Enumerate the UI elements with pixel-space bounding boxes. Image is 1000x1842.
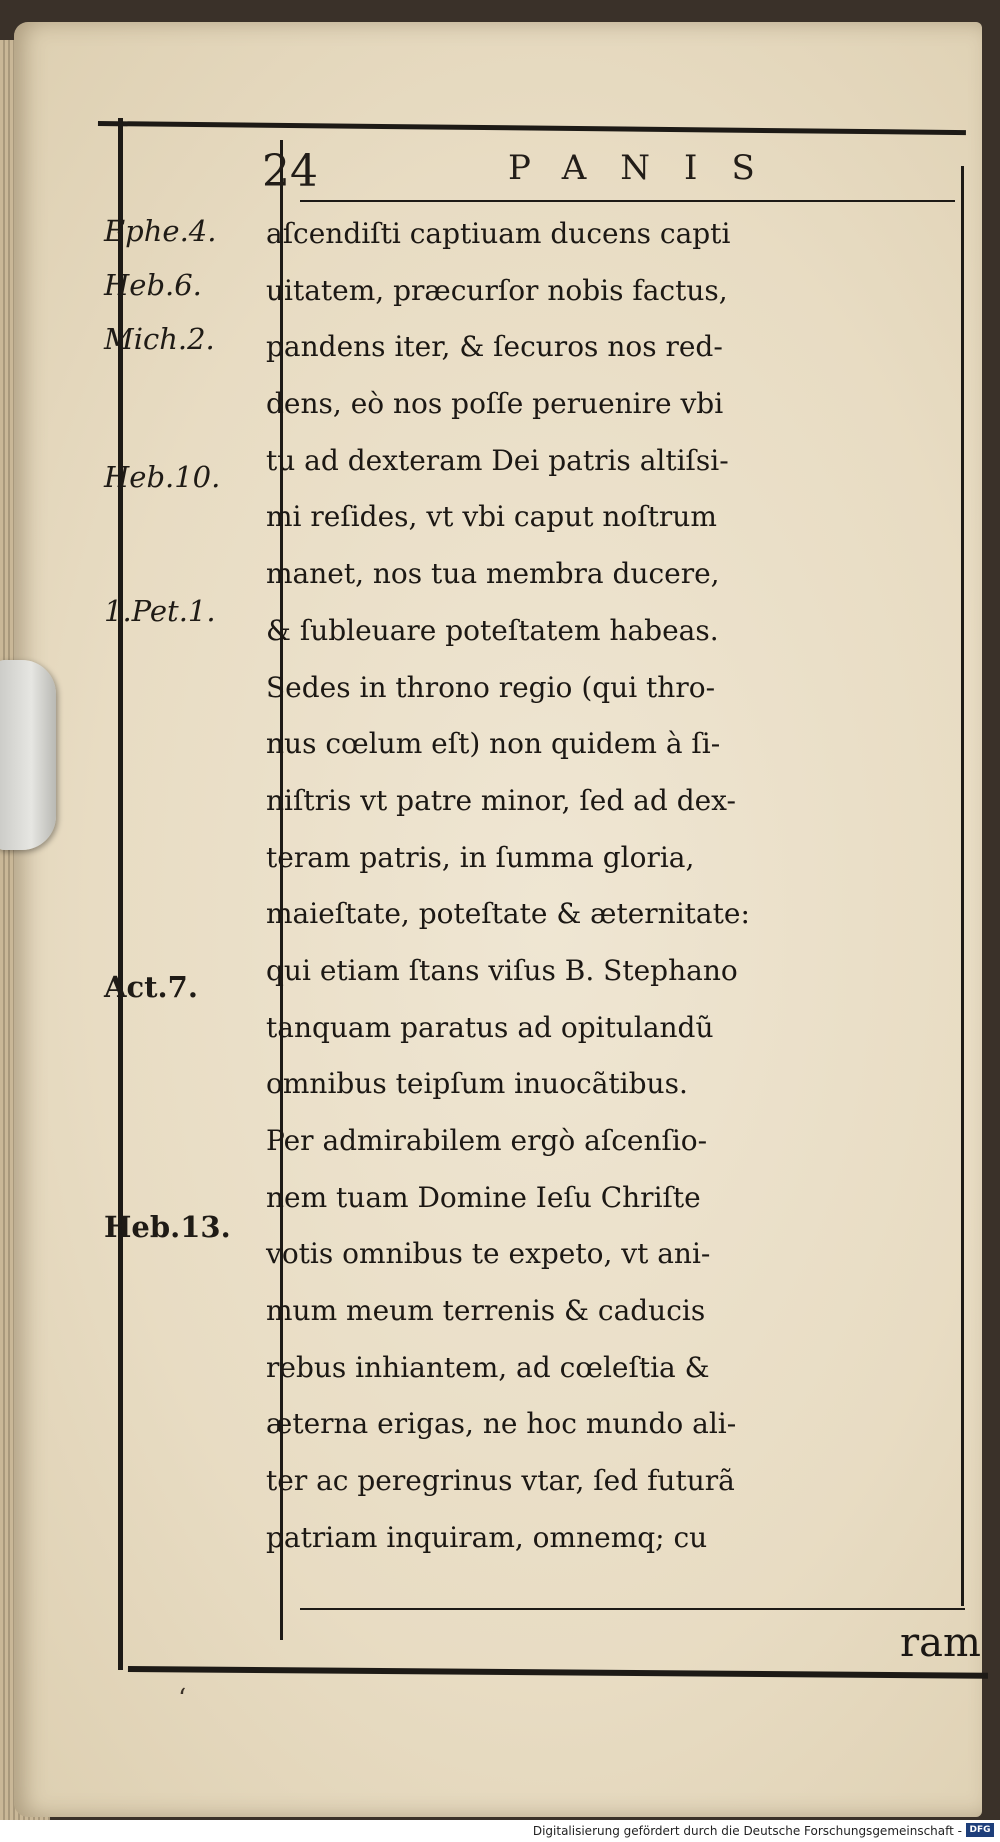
text-line: aſcendiſti captiuam ducens capti <box>266 217 731 250</box>
text-line: teram patris, in ſumma gloria, <box>266 840 695 874</box>
text-line: dens, eò nos poſſe peruenire vbi <box>266 387 724 421</box>
text-line: nem tuam Domine Ieſu Chriſte <box>266 1180 701 1214</box>
margin-note: Ephe.4. <box>104 214 217 248</box>
text-line: tu ad dexteram Dei patris altiſsi- <box>266 443 729 477</box>
text-line: omnibus teipſum inuocãtibus. <box>266 1067 688 1101</box>
text-line: rebus inhiantem, ad cœleſtia & <box>266 1350 710 1384</box>
text-line: manet, nos tua membra ducere, <box>266 557 720 591</box>
margin-note: Mich.2. <box>104 322 215 356</box>
page-clip <box>0 660 56 850</box>
text-line: uitatem, præcurſor nobis factus, <box>266 273 728 307</box>
text-line: Sedes in throno regio (qui thro- <box>266 670 716 704</box>
text-line: æterna erigas, ne hoc mundo ali- <box>266 1407 737 1441</box>
text-line: & ſubleuare poteſtatem habeas. <box>266 613 719 647</box>
footer-rule <box>300 1608 965 1610</box>
text-line: qui etiam ſtans viſus B. Stephano <box>266 953 738 987</box>
page-number: 24 <box>262 146 318 197</box>
margin-note: Heb.13. <box>104 1210 231 1244</box>
text-line: ter ac peregrinus vtar, ſed futurã <box>266 1464 735 1498</box>
text-line: mum meum terrenis & caducis <box>266 1294 706 1328</box>
margin-note: 1.Pet.1. <box>104 594 216 628</box>
text-line: Per admirabilem ergò aſcenſio- <box>266 1124 708 1157</box>
ink-mark: ʻ <box>178 1684 187 1714</box>
header-underline-rule <box>300 200 955 202</box>
text-line: pandens iter, & ſecuros nos red- <box>266 330 723 364</box>
text-line: niſtris vt patre minor, ſed ad dex- <box>266 783 736 817</box>
text-line: mi reſides, vt vbi caput noſtrum <box>266 500 717 534</box>
text-line: nus cœlum eſt) non quidem à ſi- <box>266 727 721 761</box>
digitization-credit: Digitalisierung gefördert durch die Deutsche Forschungsgemeinschaft - <box>532 1824 962 1838</box>
text-line: patriam inquiram, omnemq; cu <box>266 1520 708 1554</box>
body-text <box>266 206 986 1567</box>
margin-note: Act.7. <box>104 970 198 1004</box>
dfg-logo-icon: DFG <box>966 1823 994 1837</box>
text-line: tanquam paratus ad opitulandũ <box>266 1010 714 1044</box>
catchword: ram <box>900 1620 981 1666</box>
text-line: maieſtate, poteſtate & æternitate: <box>266 897 750 931</box>
text-line: votis omnibus te expeto, vt ani- <box>266 1237 711 1271</box>
margin-note: Heb.6. <box>104 268 202 302</box>
margin-note: Heb.10. <box>104 460 221 494</box>
running-head: PANIS <box>508 148 789 188</box>
